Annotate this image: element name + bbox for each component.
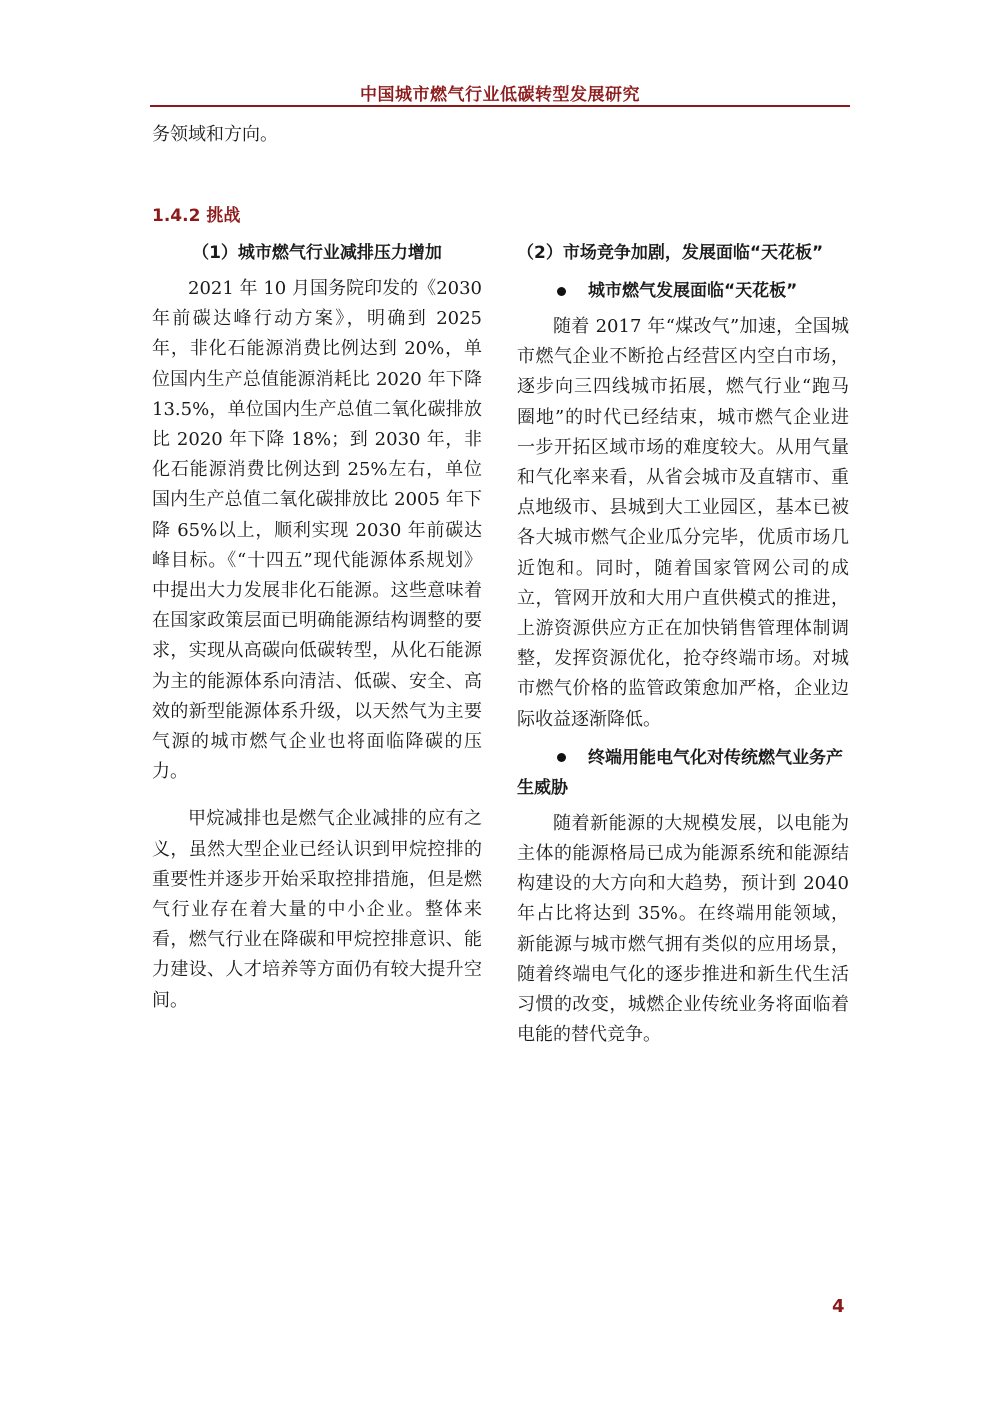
bullet-heading: [517, 743, 849, 803]
bullet-label: 终端用能电气化对传统燃气业务产生威胁: [517, 747, 843, 798]
section-heading: 1.4.2 挑战: [152, 206, 241, 226]
left-subheading: （1）城市燃气行业减排压力增加: [192, 243, 442, 263]
continuation-text: 务领域和方向。: [152, 124, 278, 145]
left-column: [152, 238, 482, 1016]
page-number: 4: [832, 1296, 845, 1317]
bullet-dot-icon: [557, 753, 566, 762]
body-paragraph: 甲烷减排也是燃气企业减排的应有之义，虽然大型企业已经认识到甲烷控排的重要性并逐步开始采取控排措施，但是燃气行业存在着大量的中小企业。整体来看，燃气行业在降碳和甲烷控排意识、能力建设、人才培养等方面仍有较大提升空间。: [152, 808, 482, 1011]
running-header-title: 中国城市燃气行业低碳转型发展研究: [360, 85, 640, 105]
body-paragraph: 随着新能源的大规模发展，以电能为主体的能源格局已成为能源系统和能源结构建设的大方向和大趋势，预计到 2040 年占比将达到 35%。在终端用能领域，新能源与城市燃气拥有类似的应用场景，随着终端电气化的逐步推进和新生代生活习惯的改变，城燃企业传统业务将面临着电能的替代竞争。: [517, 812, 849, 1046]
right-column: [517, 238, 849, 1050]
bullet-dot-icon: [557, 287, 566, 296]
header-divider: [150, 105, 850, 107]
bullet-label: 城市燃气发展面临“天花板”: [588, 281, 798, 301]
body-paragraph: 2021 年 10 月国务院印发的《2030 年前碳达峰行动方案》，明确到 2025 年，非化石能源消费比例达到 20%，单位国内生产总值能源消耗比 2020 年下降 13.5%，单位国内生产总值二氧化碳排放比 2020 年下降 18%；到 2030 年，非化石能源消费比例达到 25%左右，单位国内生产总值二氧化碳排放比 2005 年下降 65%以上，顺利实现 2030 年前碳达峰目标。《“十四五”现代能源体系规划》中提出大力发展非化石能源。这些意味着在国家政策层面已明确能源结构调整的要求，实现从高碳向低碳转型，从化石能源为主的能源体系向清洁、低碳、安全、高效的新型能源体系升级，以天然气为主要气源的城市燃气企业也将面临降碳的压力。: [152, 278, 482, 783]
bullet-heading: [517, 276, 849, 306]
body-paragraph: 随着 2017 年“煤改气”加速，全国城市燃气企业不断抢占经营区内空白市场，逐步向三四线城市拓展，燃气行业“跑马圈地”的时代已经结束，城市燃气企业进一步开拓区域市场的难度较大。从用气量和气化率来看，从省会城市及直辖市、重点地级市、县城到大工业园区，基本已被各大城市燃气企业瓜分完毕，优质市场几近饱和。同时，随着国家管网公司的成立，管网开放和大用户直供模式的推进，上游资源供应方正在加快销售管理体制调整，发挥资源优化，抢夺终端市场。对城市燃气价格的监管政策愈加严格，企业边际收益逐渐降低。: [517, 316, 849, 730]
right-subheading: （2）市场竞争加剧，发展面临“天花板”: [517, 243, 824, 263]
